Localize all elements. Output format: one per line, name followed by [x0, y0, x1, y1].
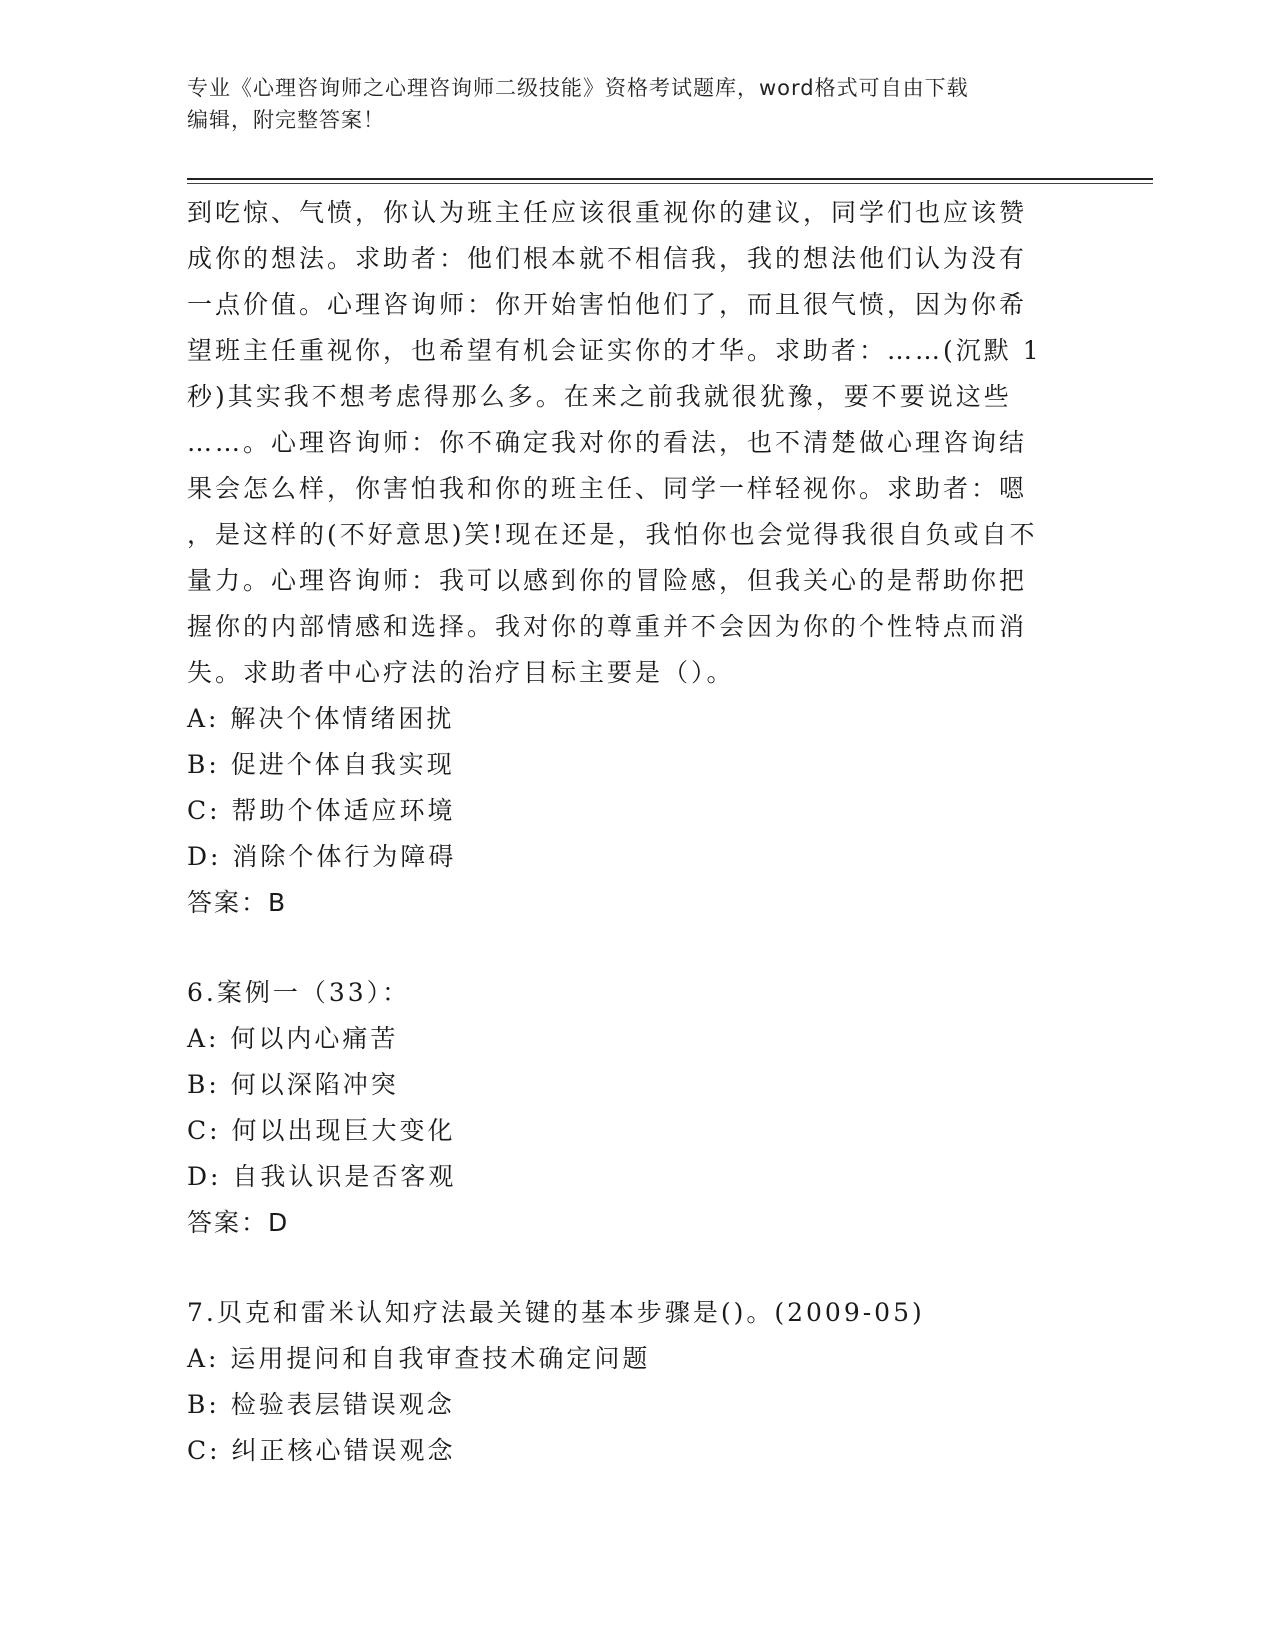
question-5-line: 到吃惊、气愤，你认为班主任应该很重视你的建议，同学们也应该赞	[187, 198, 1028, 227]
question-5-option-d: D: 消除个体行为障碍	[187, 842, 457, 871]
question-5-line: 秒)其实我不想考虑得那么多。在来之前我就很犹豫，要不要说这些	[187, 382, 1012, 411]
question-5-option-b: B: 促进个体自我实现	[187, 750, 455, 779]
question-6-option-b: B: 何以深陷冲突	[187, 1070, 399, 1099]
question-6-answer: 答案：D	[187, 1208, 290, 1237]
question-6-option-c: C: 何以出现巨大变化	[187, 1116, 456, 1145]
question-5-option-c: C: 帮助个体适应环境	[187, 796, 456, 825]
spacer	[187, 926, 1067, 970]
question-content	[187, 190, 1067, 1474]
question-7-option-c: C: 纠正核心错误观念	[187, 1436, 456, 1465]
question-7-text: 7.贝克和雷米认知疗法最关键的基本步骤是()。(2009-05)	[187, 1298, 925, 1327]
question-5-line: 失。求助者中心疗法的治疗目标主要是（）。	[187, 658, 735, 687]
question-5-text	[187, 190, 1067, 696]
question-7-option-a: A: 运用提问和自我审查技术确定问题	[187, 1344, 651, 1373]
question-6-option-a: A: 何以内心痛苦	[187, 1024, 399, 1053]
question-5-line: 望班主任重视你，也希望有机会证实你的才华。求助者：……(沉默 1	[187, 336, 1042, 365]
question-5-line: 成你的想法。求助者：他们根本就不相信我，我的想法他们认为没有	[187, 244, 1028, 273]
question-7-option-b: B: 检验表层错误观念	[187, 1390, 455, 1419]
question-5-line: 握你的内部情感和选择。我对你的尊重并不会因为你的个性特点而消	[187, 612, 1028, 641]
question-5-answer: 答案：B	[187, 888, 288, 917]
question-5-line: ，是这样的(不好意思)笑!现在还是，我怕你也会觉得我很自负或自不	[187, 520, 1038, 549]
question-5-line: ……。心理咨询师：你不确定我对你的看法，也不清楚做心理咨询结	[187, 428, 1028, 457]
header-divider-thick	[187, 178, 1153, 180]
question-5-option-a: A: 解决个体情绪困扰	[187, 704, 455, 733]
question-5-line: 量力。心理咨询师：我可以感到你的冒险感，但我关心的是帮助你把	[187, 566, 1028, 595]
question-5-line: 果会怎么样，你害怕我和你的班主任、同学一样轻视你。求助者：嗯	[187, 474, 1028, 503]
question-6-option-d: D: 自我认识是否客观	[187, 1162, 457, 1191]
header-line-2: 编辑，附完整答案！	[187, 108, 385, 132]
spacer	[187, 1246, 1067, 1290]
question-6-text: 6.案例一（33）：	[187, 978, 411, 1007]
header-line-1: 专业《心理咨询师之心理咨询师二级技能》资格考试题库，word格式可自由下载	[187, 76, 969, 100]
header-divider-thin	[187, 183, 1153, 184]
document-header	[187, 72, 1067, 136]
question-5-line: 一点价值。心理咨询师：你开始害怕他们了，而且很气愤，因为你希	[187, 290, 1028, 319]
